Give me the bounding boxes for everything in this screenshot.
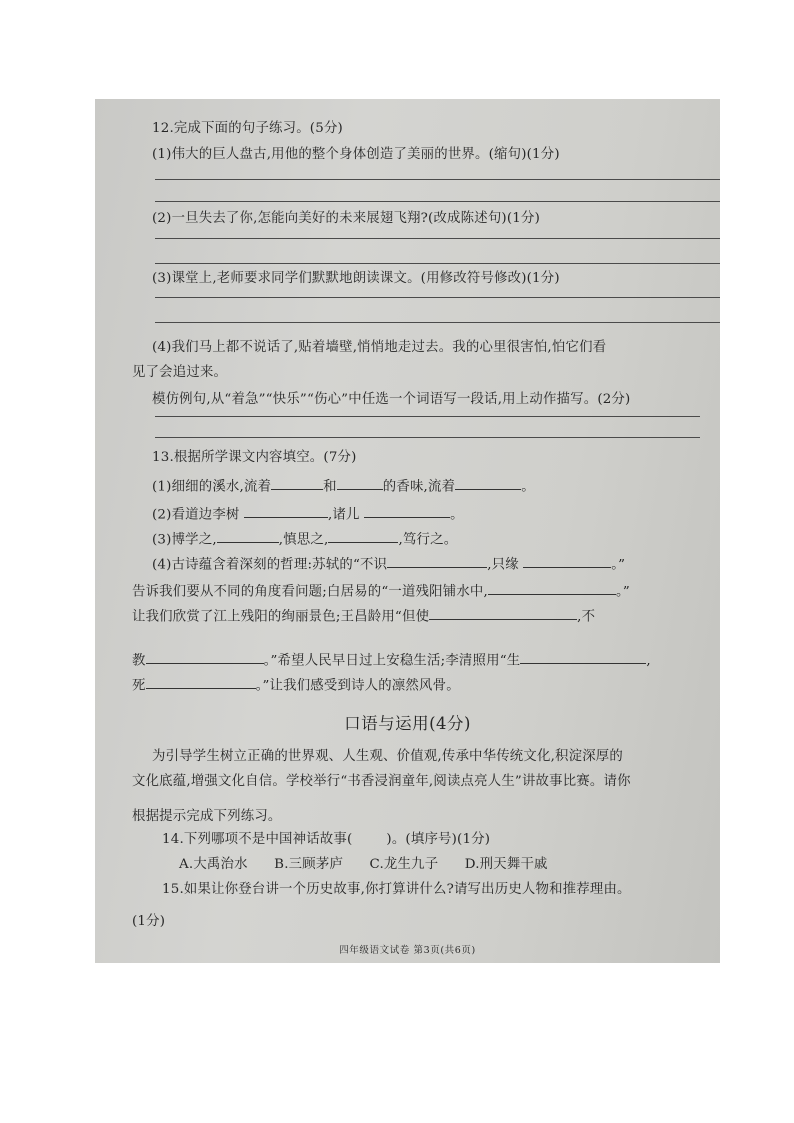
blank[interactable] [520,650,646,664]
answer-line[interactable] [155,437,700,438]
answer-line[interactable] [155,179,720,180]
question-12-title: 12.完成下面的句子练习。(5分) [152,121,343,136]
blank[interactable] [364,504,450,518]
question-12-item-1: (1)伟大的巨人盘古,用他的整个身体创造了美丽的世界。(缩句)(1分) [152,147,560,162]
blank[interactable] [337,476,383,490]
question-12-item-2: (2)一旦失去了你,怎能向美好的未来展翅飞翔?(改成陈述句)(1分) [152,211,540,226]
blank[interactable] [328,529,398,543]
question-12-item-3: (3)课堂上,老师要求同学们默默地朗读课文。(用修改符号修改)(1分) [152,271,560,286]
blank[interactable] [271,476,323,490]
option-d[interactable]: D.刑天舞干戚 [464,857,548,872]
blank[interactable] [146,675,256,689]
answer-line[interactable] [155,263,720,264]
blank[interactable] [387,554,487,568]
question-12-item-4-line-1: (4)我们马上都不说话了,贴着墙壁,悄悄地走过去。我的心里很害怕,怕它们看 [152,340,607,355]
question-13-item-4-line-2: 告诉我们要从不同的角度看问题;白居易的“一道残阳铺水中, 。” [132,581,630,599]
option-c[interactable]: C.龙生九子 [369,857,439,872]
question-13-item-2: (2)看道边李树 ,诸儿 。 [152,504,464,522]
blank[interactable] [244,504,328,518]
question-13-item-4-line-5: 死 。”让我们感受到诗人的凛然风骨。 [132,675,460,693]
question-13-item-3: (3)博学之, ,慎思之, ,笃行之。 [152,529,457,547]
question-14-options [179,858,548,871]
blank[interactable] [523,554,611,568]
answer-line[interactable] [155,416,700,417]
blank[interactable] [146,650,264,664]
blank[interactable] [488,581,616,595]
question-15-title: 15.如果让你登台讲一个历史故事,你打算讲什么?请写出历史人物和推荐理由。 [162,882,631,897]
question-13-item-4-line-1: (4)古诗蕴含着深刻的哲理:苏轼的“不识 ,只缘 。” [152,554,625,572]
blank[interactable] [429,606,577,620]
answer-line[interactable] [155,297,720,298]
intro-line-3: 根据提示完成下列练习。 [132,809,282,824]
answer-line[interactable] [155,238,720,239]
intro-line-1: 为引导学生树立正确的世界观、人生观、价值观,传承中华传统文化,积淀深厚的 [152,749,623,764]
question-13-title: 13.根据所学课文内容填空。(7分) [152,450,357,465]
question-12-item-4-line-2: 见了会追过来。 [132,365,228,380]
option-a[interactable]: A.大禹治水 [179,857,248,872]
section-heading: 口语与运用(4分) [344,714,471,733]
blank[interactable] [455,476,521,490]
question-12-item-5: 模仿例句,从“着急”“快乐”“伤心”中任选一个词语写一段话,用上动作描写。(2分) [152,392,631,407]
blank[interactable] [217,529,279,543]
answer-line[interactable] [155,322,720,323]
answer-line[interactable] [155,201,720,202]
intro-line-2: 文化底蕴,增强文化自信。学校举行“书香浸润童年,阅读点亮人生”讲故事比赛。请你 [132,774,631,789]
page-footer: 四年级语文试卷 第3页(共6页) [339,945,476,956]
exam-page [95,99,720,963]
option-b[interactable]: B.三顾茅庐 [274,857,344,872]
question-15-score: (1分) [132,914,166,929]
question-13-item-1: (1)细细的溪水,流着 和 的香味,流着 。 [152,476,535,494]
question-13-item-4-line-3: 让我们欣赏了江上残阳的绚丽景色;王昌龄用“但使 ,不 [132,606,595,624]
question-13-item-4-line-4: 教 。”希望人民早日过上安稳生活;李清照用“生 , [132,650,651,668]
question-14-title: 14.下列哪项不是中国神话故事( )。(填序号)(1分) [162,832,491,847]
